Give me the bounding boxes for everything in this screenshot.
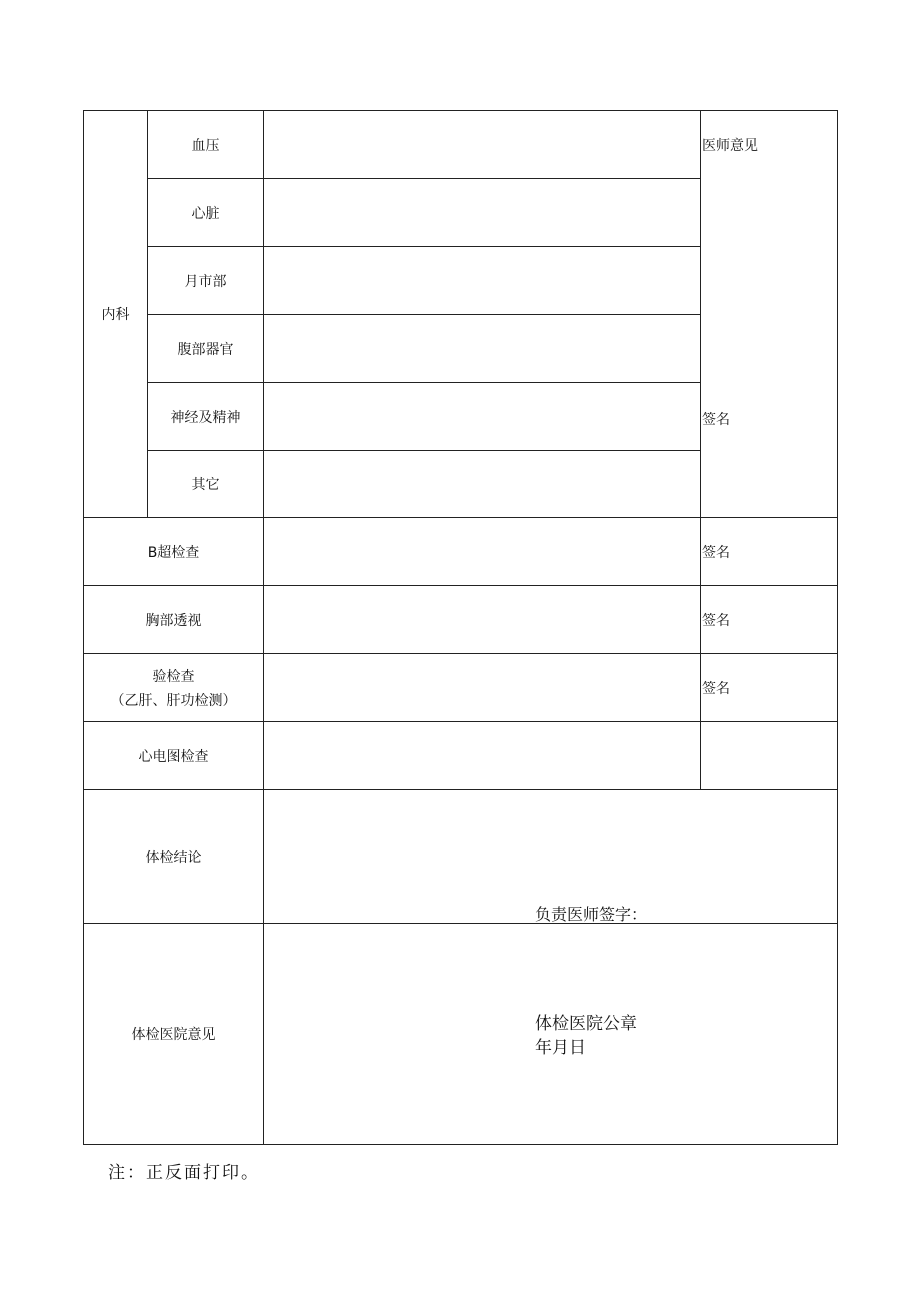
doctor-opinion-label: 医师意见 [702, 138, 758, 154]
item-blood-pressure: 血压 [148, 111, 264, 179]
hospital-seal-block [535, 1012, 637, 1060]
ultrasound-field[interactable] [264, 518, 701, 586]
date-label: 年月日 [535, 1038, 586, 1058]
item-heart: 心脏 [148, 179, 264, 247]
chest-xray-label: 胸部透视 [84, 586, 264, 654]
other-field[interactable] [264, 451, 701, 518]
chest-xray-field[interactable] [264, 586, 701, 654]
abdominal-organs-field[interactable] [264, 315, 701, 383]
item-lung: 月市部 [148, 247, 264, 315]
lab-test-field[interactable] [264, 654, 701, 722]
responsible-doctor-signature-label: 负责医师签字： [535, 905, 648, 924]
conclusion-label: 体检结论 [84, 790, 264, 924]
item-other: 其它 [148, 451, 264, 518]
ultrasound-label [84, 518, 264, 586]
neuro-psych-field[interactable] [264, 383, 701, 451]
internal-medicine-signature-label: 签名 [702, 412, 730, 428]
lab-test-label-main: 验检查 [152, 668, 195, 685]
hospital-opinion-label: 体检医院意见 [84, 924, 264, 1145]
conclusion-field[interactable] [264, 790, 838, 924]
hospital-opinion-field[interactable] [264, 924, 838, 1145]
ecg-label: 心电图检查 [84, 722, 264, 790]
item-abdominal-organs: 腹部器官 [148, 315, 264, 383]
blood-pressure-field[interactable] [264, 111, 701, 179]
ecg-signature-cell[interactable] [701, 722, 838, 790]
hospital-seal-label: 体检医院公章 [535, 1014, 637, 1034]
print-note: 注：正反面打印。 [108, 1163, 260, 1183]
physical-exam-form [83, 110, 838, 1145]
lab-test-signature[interactable]: 签名 [701, 654, 838, 722]
ecg-field[interactable] [264, 722, 701, 790]
internal-medicine-label: 内科 [84, 111, 148, 518]
lab-test-label-sub: （乙肝、肝功检测） [110, 692, 237, 709]
chest-xray-signature[interactable]: 签名 [701, 586, 838, 654]
lab-test-label [84, 654, 264, 722]
internal-medicine-opinion-cell[interactable] [701, 111, 838, 518]
ultrasound-signature[interactable]: 签名 [701, 518, 838, 586]
lung-field[interactable] [264, 247, 701, 315]
heart-field[interactable] [264, 179, 701, 247]
item-neuro-psych: 神经及精神 [148, 383, 264, 451]
ultrasound-label-text: B超检查 [147, 544, 200, 561]
